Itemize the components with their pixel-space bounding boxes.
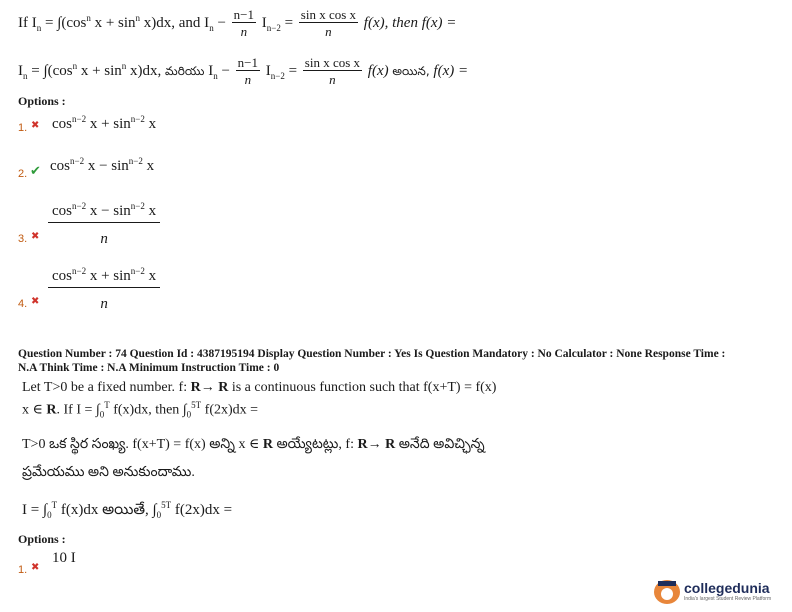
q1-statement-telugu <box>18 56 468 87</box>
q1-option-2-number: 2. <box>18 168 28 180</box>
q1-option-3-number: 3. <box>18 233 28 245</box>
q1-integral-def: $I_n = \int(\cos^n$ $x + \sin^n x)dx$, and $I_n$ − <box>31 12 226 33</box>
q1-te-frac-n1-n: $\frac{n-1}{n}$ <box>237 55 258 87</box>
q1-option-2-expr: $\cos^{n-2} x - \sin^{n-2} x$ <box>50 156 155 174</box>
q2-statement-telugu-1: T>0 ఒక స్థిర సంఖ్య. f(x+T) = f(x) అన్ని x ∈ R అయ్యేటట్లు, f: R→ R అనేది అవిచ్ఛిన్న <box>22 437 485 452</box>
q2-statement-english-1: Let T>0 be a fixed number. f: R→ R is a continuous function such that f(x+T) = f(x) <box>22 380 497 395</box>
wrong-icon: ✖ <box>31 120 40 131</box>
wrong-icon: ✖ <box>31 296 40 307</box>
q1-frac-sincos: $\frac{\text{sin x cos x}}{n}$ <box>300 7 357 39</box>
q2-options-label: Options : <box>18 532 66 546</box>
q1-te-and: మరియు <box>165 63 205 78</box>
q1-option-3-numerator: $\cos^{n-2} x - \sin^{n-2} x$ <box>48 201 160 223</box>
q1-te-in: $I_n$ − <box>208 62 230 81</box>
collegedunia-logo <box>654 578 786 606</box>
q1-option-1-number: 1. <box>18 122 28 134</box>
q1-option-4-denominator: n <box>100 296 108 312</box>
q1-te-in2: $I_{n-2}$ = <box>265 62 298 81</box>
q1-option-4-frac <box>48 266 160 313</box>
correct-icon: ✔ <box>30 164 41 179</box>
q1-frac-n1-n: $\frac{n-1}{n}$ <box>233 7 254 39</box>
q1-option-3-frac <box>48 201 160 248</box>
q1-then: f(x), then f(x) = <box>363 14 457 31</box>
q1-te-fx-eq: f(x) = <box>433 62 469 79</box>
wrong-icon: ✖ <box>31 562 40 573</box>
q1-option-3-denominator: n <box>100 231 108 247</box>
mascot-icon <box>654 580 680 604</box>
q1-option-4-numerator: $\cos^{n-2} x + \sin^{n-2} x$ <box>48 266 160 288</box>
q1-te-integral-def: $I_n = \int(\cos^n$ $x + \sin^n x)dx$, <box>18 60 162 81</box>
wrong-icon: ✖ <box>31 231 40 242</box>
logo-name: collegedunia <box>684 580 770 596</box>
q2-option-1-expr: 10 I <box>52 550 76 566</box>
q2-meta-line-1: Question Number : 74 Question Id : 4387195194 Display Question Number : Yes Is Question Mandatory : No Calculator : None Response Time : <box>18 348 726 360</box>
q1-statement-english <box>18 8 456 39</box>
q2-statement-telugu-2: ప్రమేయము అని అనుకుందాము. <box>22 465 195 480</box>
q2-statement-telugu-3: $I = \int_0^T$ f(x)dx అయితే, $\int_0^{5T}$ f(2x)dx = <box>22 500 233 520</box>
q1-in2: $I_{n-2}$ = <box>261 14 294 33</box>
q1-te-frac-sincos: $\frac{\text{sin x cos x}}{n}$ <box>304 55 361 87</box>
q1-if: If <box>18 14 28 31</box>
q1-te-fx: f(x) <box>367 62 389 79</box>
q2-option-1-number: 1. <box>18 564 28 576</box>
q1-options-label: Options : <box>18 94 66 108</box>
logo-tagline: India's largest Student Review Platform <box>684 596 772 602</box>
q2-option-1[interactable] <box>18 550 98 580</box>
q1-te-if: అయిన, <box>392 63 430 78</box>
q1-option-4-number: 4. <box>18 298 28 310</box>
q2-meta-line-2: N.A Think Time : N.A Minimum Instruction Time : 0 <box>18 362 280 374</box>
q1-option-1-expr: $\cos^{n-2} x + \sin^{n-2} x$ <box>52 114 157 132</box>
q2-statement-english-2: x ∈ R. If $I = \int_0^T$ f(x)dx, then $\int_0^{5T}$ f(2x)dx = <box>22 400 259 420</box>
